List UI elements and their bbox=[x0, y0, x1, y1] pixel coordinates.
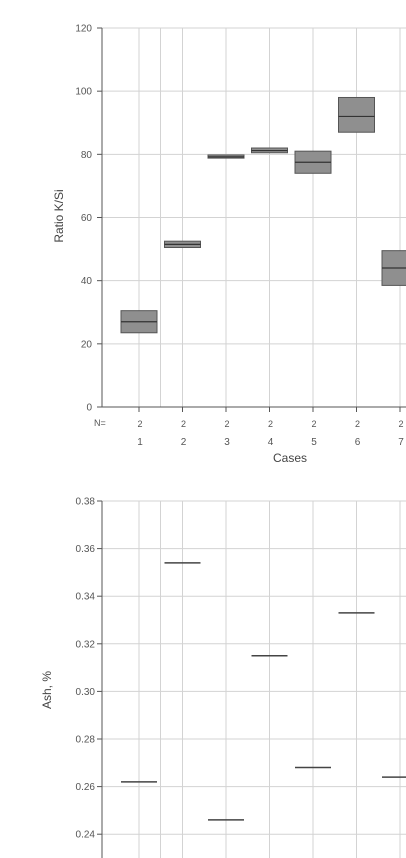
y-tick-label: 120 bbox=[75, 23, 92, 35]
x-axis-title: Cases bbox=[272, 451, 308, 465]
y-tick-label: 0.26 bbox=[75, 782, 95, 794]
ratio-ksi-chart bbox=[52, 24, 406, 466]
n-count-label: 2 bbox=[398, 419, 404, 429]
y-tick-label: 0.28 bbox=[75, 734, 95, 746]
x-tick-label: 4 bbox=[267, 437, 274, 448]
y-tick-label: 40 bbox=[80, 276, 92, 288]
x-tick-label: 3 bbox=[224, 437, 230, 448]
n-count-label: 2 bbox=[137, 419, 143, 429]
y-tick-label: 0.38 bbox=[75, 496, 95, 508]
y-tick-label: 0.32 bbox=[75, 639, 95, 651]
box bbox=[339, 97, 375, 132]
y-tick-label: 0.36 bbox=[75, 544, 95, 556]
x-tick-label: 2 bbox=[180, 437, 187, 448]
n-count-label: 2 bbox=[354, 419, 361, 429]
n-count-label: 2 bbox=[311, 419, 317, 429]
x-tick-label: 6 bbox=[354, 437, 361, 448]
ash-chart bbox=[40, 497, 406, 858]
y-tick-label: 20 bbox=[80, 339, 92, 351]
x-tick-label: 5 bbox=[311, 437, 317, 448]
n-count-label: 2 bbox=[224, 419, 230, 429]
y-tick-label: 0.24 bbox=[75, 829, 95, 841]
y-axis-title: Ash, % bbox=[40, 670, 54, 710]
n-prefix-label: N= bbox=[94, 418, 106, 428]
y-tick-label: 80 bbox=[80, 149, 92, 161]
y-tick-label: 100 bbox=[75, 86, 92, 98]
y-tick-label: 0.34 bbox=[75, 591, 95, 603]
y-tick-label: 0.30 bbox=[75, 686, 95, 698]
y-axis-title: Ratio K/Si bbox=[52, 189, 66, 243]
n-count-label: 2 bbox=[267, 419, 274, 429]
y-tick-label: 60 bbox=[80, 213, 92, 224]
y-tick-label: 0 bbox=[86, 402, 92, 414]
x-tick-label: 7 bbox=[398, 437, 404, 448]
n-count-label: 2 bbox=[180, 419, 187, 429]
x-tick-label: 1 bbox=[137, 437, 143, 448]
